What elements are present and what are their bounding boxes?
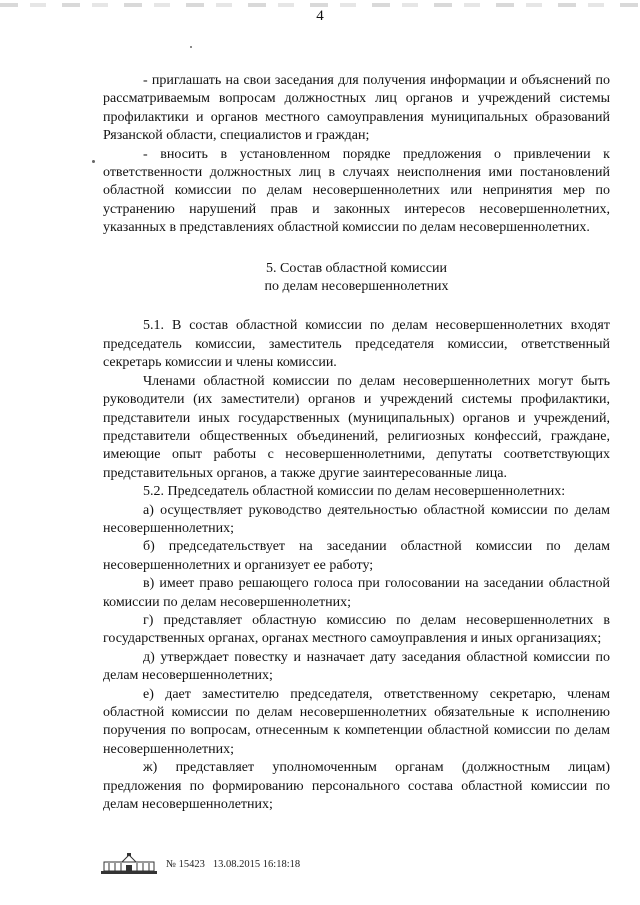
document-number: № 15423 bbox=[166, 858, 205, 870]
section-title-line: по делам несовершеннолетних bbox=[264, 279, 449, 295]
paragraph: 5.1. В состав областной комиссии по делам несовершеннолетних входят председатель комиссии, заместитель председателя комиссии, ответственный секретарь комиссии и члены комиссии. bbox=[103, 318, 610, 371]
scan-speck bbox=[92, 160, 95, 163]
list-item: д) утверждает повестку и назначает дату заседания областной комиссии по делам несовершеннолетних; bbox=[103, 649, 610, 684]
paragraph: - вносить в установленном порядке предложения о привлечении к ответственности должностных лиц в случаях неисполнения ими постановлений областной комиссии по делам несовершеннолетних или непринятия мер по устранению нарушений прав и законных интересов несовершеннолетних, указанных в представлениях областной комиссии по делам несовершеннолетних. bbox=[103, 146, 610, 236]
list-item: ж) представляет уполномоченным органам (должностным лицам) предложения по формированию персонального состава областной комиссии по делам несовершеннолетних; bbox=[103, 760, 610, 813]
paragraph: Членами областной комиссии по делам несовершеннолетних могут быть руководители (их заместители) органов и учреждений системы профилактики, представители иных государственных (муниципальных) органов и учреждений, представители общественных объединений, религиозных конфессий, граждане, имеющие опыт работы с несовершеннолетними, депутаты соответствующих представительных органов, а также другие заинтересованные лица. bbox=[103, 373, 610, 481]
document-body bbox=[103, 72, 610, 814]
list-item: а) осуществляет руководство деятельностью областной комиссии по делам несовершеннолетних; bbox=[103, 502, 610, 536]
paragraph: - приглашать на свои заседания для получения информации и объяснений по рассматриваемым вопросам должностных лиц органов и учреждений системы профилактики и органов местного самоуправления муниципальных образований Рязанской области, специалистов и граждан; bbox=[103, 73, 610, 144]
scan-speck bbox=[190, 46, 192, 48]
list-item: б) председательствует на заседании областной комиссии по делам несовершеннолетних и организует ее работу; bbox=[103, 539, 610, 573]
list-item: г) представляет областную комиссию по делам несовершеннолетних в государственных органах, органах местного самоуправления и иных организациях; bbox=[103, 612, 610, 647]
government-building-logo-icon bbox=[100, 853, 158, 875]
scan-artifact-line bbox=[0, 3, 640, 7]
page-number: 4 bbox=[316, 8, 324, 24]
paragraph: 5.2. Председатель областной комиссии по делам несовершеннолетних: bbox=[143, 484, 566, 500]
document-footer bbox=[100, 852, 300, 876]
section-title-line: 5. Состав областной комиссии bbox=[266, 260, 447, 276]
section-title bbox=[103, 260, 610, 297]
list-item: в) имеет право решающего голоса при голосовании на заседании областной комиссии по делам несовершеннолетних; bbox=[103, 576, 610, 610]
document-timestamp: 13.08.2015 16:18:18 bbox=[212, 858, 301, 870]
list-item: е) дает заместителю председателя, ответственному секретарю, членам областной комиссии по делам несовершеннолетних обязательные к исполнению поручения по вопросам, отнесенным к компетенции областной комиссии по делам несовершеннолетних; bbox=[103, 686, 610, 757]
